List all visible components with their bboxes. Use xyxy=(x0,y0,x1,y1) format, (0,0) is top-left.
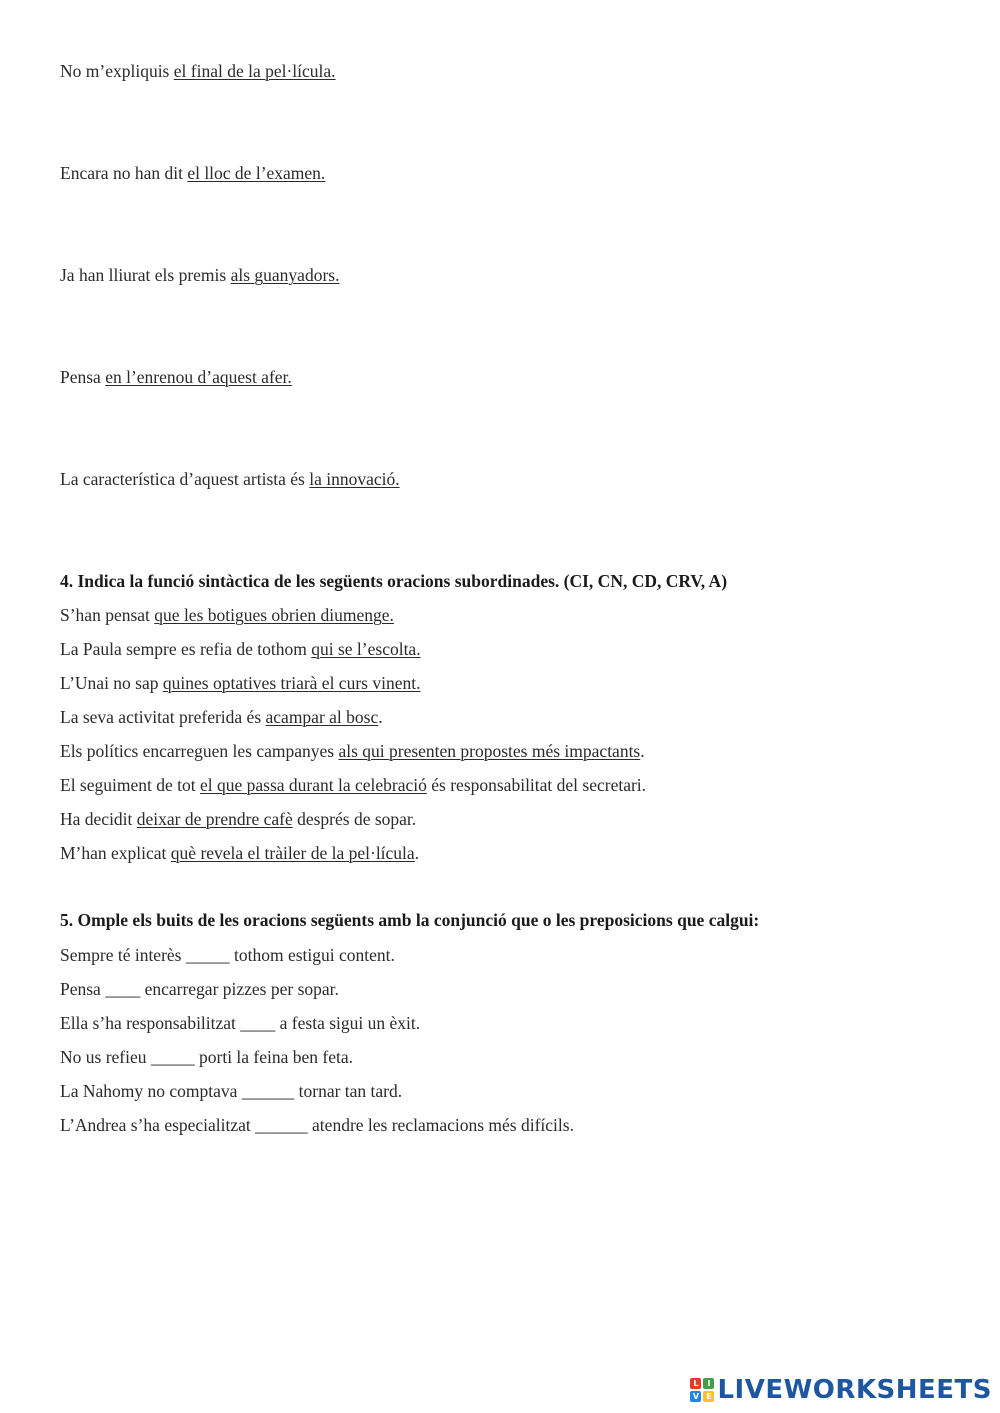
liveworksheets-logo-icon xyxy=(690,1378,714,1402)
sentence-post: . xyxy=(378,707,383,727)
sentence-pre: La Paula sempre es refia de tothom xyxy=(60,639,312,659)
logo-mark-l: L xyxy=(690,1378,701,1389)
sentence-post: . xyxy=(640,741,645,761)
logo-mark-v: V xyxy=(690,1391,701,1402)
sentence-pre: No m’expliquis xyxy=(60,61,174,81)
sentence-pre: M’han explicat xyxy=(60,843,171,863)
sentence-post: després de sopar. xyxy=(292,809,417,829)
fill-sentence-1: Sempre té interès _____ tothom estigui content. xyxy=(60,945,395,965)
underlined-phrase: que les botigues obrien diumenge. xyxy=(154,605,394,625)
underlined-phrase: el lloc de l’examen. xyxy=(187,163,326,183)
sentence-4-3 xyxy=(60,672,420,694)
sentence-pre: La característica d’aquest artista és xyxy=(60,469,310,489)
fill-sentence-4: No us refieu _____ porti la feina ben feta. xyxy=(60,1047,354,1067)
underlined-phrase: acampar al bosc xyxy=(265,707,379,727)
sentence-3-3 xyxy=(60,264,339,286)
sentence-4-7 xyxy=(60,808,416,830)
section-4-heading: 4. Indica la funció sintàctica de les següents oracions subordinades. (CI, CN, CD, CRV, A) xyxy=(60,571,728,591)
sentence-pre: Encara no han dit xyxy=(60,163,188,183)
sentence-pre: Ja han lliurat els premis xyxy=(60,265,231,285)
underlined-phrase: deixar de prendre cafè xyxy=(136,809,293,829)
sentence-pre: Ha decidit xyxy=(60,809,137,829)
underlined-phrase: en l’enrenou d’aquest afer. xyxy=(105,367,292,387)
underlined-phrase: què revela el tràiler de la pel·lícula xyxy=(170,843,415,863)
logo-mark-e: E xyxy=(703,1391,714,1402)
sentence-pre: S’han pensat xyxy=(60,605,155,625)
section-5-heading: 5. Omple els buits de les oracions següents amb la conjunció que o les preposicions que calgui: xyxy=(60,910,760,930)
underlined-phrase: el que passa durant la celebració xyxy=(199,775,427,795)
sentence-pre: Pensa xyxy=(60,367,106,387)
sentence-4-2 xyxy=(60,638,421,660)
underlined-phrase: als qui presenten propostes més impactants xyxy=(338,741,641,761)
fill-sentence-5: La Nahomy no comptava ______ tornar tan tard. xyxy=(60,1081,403,1101)
underlined-phrase: als guanyadors. xyxy=(230,265,340,285)
sentence-4-8 xyxy=(60,842,419,864)
sentence-post: . xyxy=(414,843,420,863)
sentence-post: és responsabilitat del secretari. xyxy=(426,775,647,795)
sentence-pre: L’Unai no sap xyxy=(60,673,163,693)
logo-text: LIVEWORKSHEETS xyxy=(717,1375,992,1405)
liveworksheets-logo xyxy=(690,1373,992,1407)
sentence-pre: Els polítics encarreguen les campanyes xyxy=(60,741,339,761)
fill-sentence-3: Ella s’ha responsabilitzat ____ a festa sigui un èxit. xyxy=(60,1013,421,1033)
underlined-phrase: la innovació. xyxy=(309,469,400,489)
sentence-3-1 xyxy=(60,60,336,82)
sentence-3-2 xyxy=(60,162,325,184)
underlined-phrase: qui se l’escolta. xyxy=(311,639,421,659)
sentence-4-4 xyxy=(60,706,383,728)
fill-sentence-6: L’Andrea s’ha especialitzat ______ atendre les reclamacions més difícils. xyxy=(60,1115,574,1135)
sentence-pre: El seguiment de tot xyxy=(60,775,200,795)
sentence-3-5 xyxy=(60,468,400,490)
sentence-4-6 xyxy=(60,774,646,796)
underlined-phrase: el final de la pel·lícula. xyxy=(173,61,336,81)
logo-mark-i: I xyxy=(703,1378,714,1389)
fill-sentence-2: Pensa ____ encarregar pizzes per sopar. xyxy=(60,979,339,999)
sentence-pre: La seva activitat preferida és xyxy=(60,707,266,727)
sentence-3-4 xyxy=(60,366,292,388)
sentence-4-5 xyxy=(60,740,645,762)
underlined-phrase: quines optatives triarà el curs vinent. xyxy=(162,673,421,693)
sentence-4-1 xyxy=(60,604,394,626)
